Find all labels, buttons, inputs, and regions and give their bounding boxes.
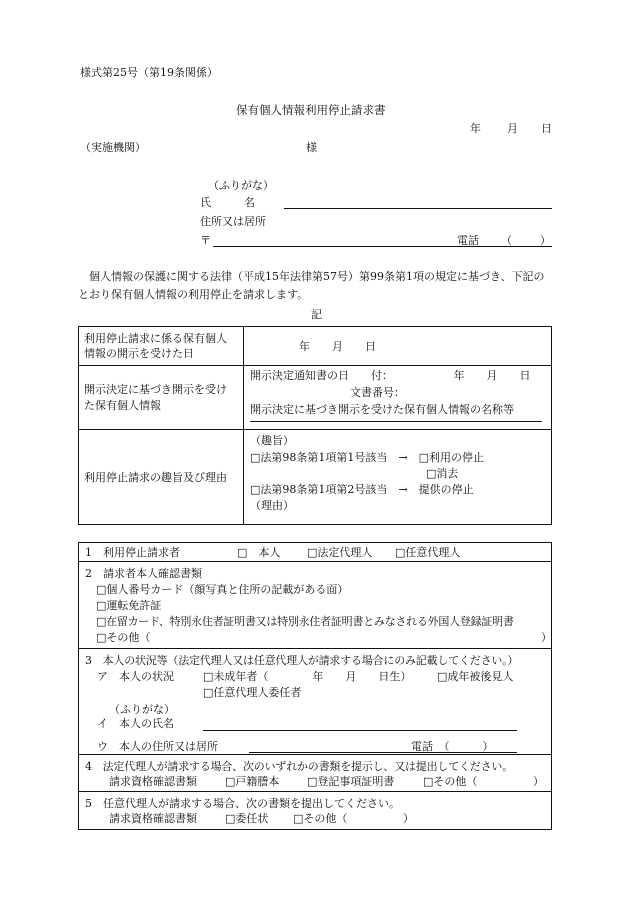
section-5-title: 5 任意代理人が請求する場合、次の書類を提出してください。 bbox=[85, 797, 400, 810]
principal-name-line[interactable] bbox=[203, 730, 517, 731]
section-5-doc-label: 請求資格確認書類 bbox=[109, 812, 197, 825]
notice-date-line: 開示決定通知書の日 付： 年 月 日 bbox=[250, 369, 531, 382]
doc5-other-close: ） bbox=[403, 812, 414, 825]
section-1 bbox=[79, 543, 552, 562]
id-option-other[interactable]: □その他（ bbox=[96, 631, 151, 644]
section-4-title: 4 法定代理人が請求する場合、次のいずれかの書類を提示し、又は提出してください。 bbox=[85, 760, 513, 773]
date-day: 日 bbox=[541, 122, 552, 135]
ki-heading: 記 bbox=[311, 308, 322, 321]
option-voluntary-agent[interactable]: □任意代理人 bbox=[395, 546, 461, 559]
request-details-table bbox=[78, 326, 552, 525]
postal-mark: 〒 bbox=[200, 234, 211, 247]
doc-family-register[interactable]: □戸籍謄本 bbox=[225, 775, 280, 788]
document-number-label: 文書番号： bbox=[350, 386, 405, 399]
requester-furigana: （ふりがな） bbox=[208, 179, 274, 192]
principal-phone: 電話 （ ） bbox=[411, 740, 494, 753]
section-4 bbox=[79, 755, 552, 792]
option-self[interactable]: □ 本人 bbox=[237, 546, 281, 559]
form-title: 保有個人情報利用停止請求書 bbox=[236, 103, 386, 117]
option-legal-agent[interactable]: □法定代理人 bbox=[307, 546, 373, 559]
id-option-mynumber[interactable]: □個人番号カード（顔写真と住所の記載がある面） bbox=[96, 583, 349, 596]
recipient-label: （実施機関） bbox=[80, 141, 146, 154]
gist-option-1[interactable]: □法第98条第1項第1号該当 → □利用の停止 bbox=[250, 451, 484, 464]
gist-reason-label: 利用停止請求の趣旨及び理由 bbox=[79, 430, 244, 525]
section-1-label: 1 利用停止請求者 bbox=[85, 546, 180, 559]
disclosed-info-name-line[interactable] bbox=[250, 421, 542, 422]
section-2-title: 2 請求者本人確認書類 bbox=[85, 567, 202, 580]
date-month: 月 bbox=[507, 122, 518, 135]
status-principal[interactable]: □任意代理人委任者 bbox=[203, 686, 302, 699]
recipient-honorific: 様 bbox=[306, 141, 317, 154]
section-4-doc-label: 請求資格確認書類 bbox=[109, 775, 197, 788]
doc-registry-certificate[interactable]: □登記事項証明書 bbox=[307, 775, 395, 788]
requester-info-table bbox=[78, 542, 552, 830]
id-option-residence-card[interactable]: □在留カード、特別永住者証明書又は特別永住者証明書とみなされる外国人登録証明書 bbox=[96, 615, 514, 628]
disclosed-info-value[interactable] bbox=[244, 366, 552, 430]
requester-name-line[interactable] bbox=[284, 208, 552, 209]
phone-paren-close: ） bbox=[540, 234, 551, 247]
gist-reason-value[interactable] bbox=[244, 430, 552, 525]
section-2 bbox=[79, 562, 552, 649]
reason-label: （理由） bbox=[250, 499, 294, 512]
section-3-title: 3 本人の状況等（法定代理人又は任意代理人が請求する場合にのみ記載してください。） bbox=[85, 654, 519, 667]
disclosed-info-label: 開示決定に基づき開示を受け た保有個人情報 bbox=[79, 366, 244, 430]
id-option-other-close: ） bbox=[541, 631, 552, 644]
id-option-license[interactable]: □運転免許証 bbox=[96, 599, 162, 612]
form-number: 様式第25号（第19条関係） bbox=[80, 66, 218, 79]
doc-power-of-attorney[interactable]: □委任状 bbox=[225, 812, 269, 825]
principal-name-label: イ 本人の氏名 bbox=[97, 717, 174, 730]
section-3 bbox=[79, 649, 552, 755]
date-year: 年 bbox=[470, 122, 481, 135]
phone-label: 電話 bbox=[457, 234, 479, 247]
principal-address-label: ウ 本人の住所又は居所 bbox=[97, 740, 218, 753]
requester-address-label: 住所又は居所 bbox=[200, 215, 266, 228]
principal-furigana: （ふりがな） bbox=[109, 703, 175, 716]
disclosure-date-label: 利用停止請求に係る保有個人 情報の開示を受けた日 bbox=[79, 327, 244, 366]
disclosure-date-value[interactable]: 年 月 日 bbox=[244, 327, 552, 366]
status-adult-ward[interactable]: □成年被後見人 bbox=[437, 670, 514, 683]
doc-other-close: ） bbox=[533, 775, 544, 788]
section-5 bbox=[79, 792, 552, 830]
disclosed-info-name-label: 開示決定に基づき開示を受けた保有個人情報の名称等 bbox=[250, 403, 514, 416]
phone-paren-open: （ bbox=[501, 234, 512, 247]
gist-option-1-erase[interactable]: □消去 bbox=[426, 467, 459, 480]
body-line-2: とおり保有個人情報の利用停止を請求します。 bbox=[78, 288, 309, 301]
status-minor[interactable]: □未成年者（ 年 月 日生） bbox=[203, 670, 412, 683]
principal-status-label: ア 本人の状況 bbox=[97, 670, 174, 683]
gist-label: （趣旨） bbox=[250, 434, 294, 447]
doc5-other[interactable]: □その他（ bbox=[293, 812, 348, 825]
doc-other[interactable]: □その他（ bbox=[423, 775, 478, 788]
body-line-1: 個人情報の保護に関する法律（平成15年法律第57号）第99条第1項の規定に基づき、下記の bbox=[78, 270, 545, 283]
gist-option-2[interactable]: □法第98条第1項第2号該当 → 提供の停止 bbox=[250, 483, 474, 496]
requester-name-label: 氏 名 bbox=[200, 196, 255, 209]
